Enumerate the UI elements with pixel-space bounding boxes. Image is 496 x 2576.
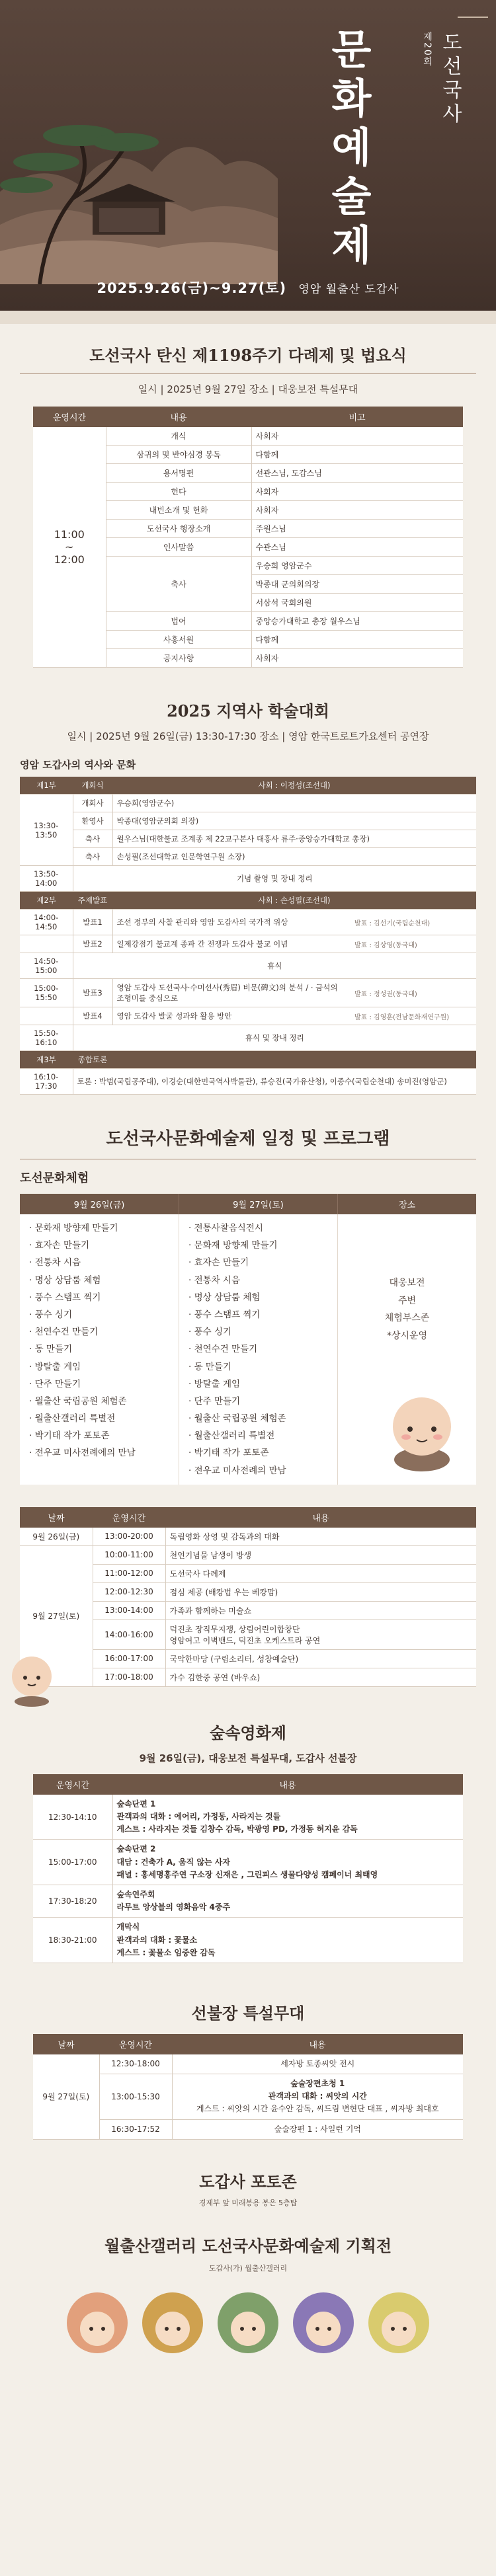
program-name: 숲술장편초청 1 — [290, 2079, 345, 2089]
ceremony-note: 주원스님 — [251, 520, 463, 538]
hero-date: 2025.9.26(금)~9.27(토) — [97, 280, 287, 296]
session-memo: 휴식 및 장내 정리 — [73, 1025, 476, 1051]
col-date: 날짜 — [33, 2034, 99, 2054]
table-row — [20, 935, 476, 953]
program-name: 숲속단편 2 — [116, 1844, 156, 1854]
time-cell: 13:00-15:30 — [99, 2074, 172, 2120]
program-item: · 단주 만들기 — [188, 1393, 328, 1410]
day-program-table — [20, 1507, 476, 1687]
date-cell: 9월 27일(토) — [20, 1545, 93, 1686]
session-presenter: 발표 : 김상영(동국대) — [351, 935, 476, 953]
time-cell: 13:00-14:00 — [93, 1601, 165, 1620]
table-row — [33, 1795, 463, 1840]
experience-table — [20, 1194, 476, 1485]
session-presenter: 발표 : 김영훈(전남문화재연구원) — [351, 1007, 476, 1025]
session-item: 개회사 — [73, 795, 112, 812]
session-time — [20, 935, 73, 953]
program-item: · 동 만들기 — [188, 1358, 328, 1376]
session-time: 15:50-16:10 — [20, 1025, 73, 1051]
part-label: 제2부 — [20, 892, 73, 910]
content-cell — [172, 2054, 463, 2074]
program-detail: 관객과의 대화 : 씨앗의 시간 — [268, 2091, 367, 2101]
time-cell: 16:30-17:52 — [99, 2119, 172, 2139]
program-item: · 월출산갤러리 특별전 — [188, 1427, 328, 1444]
table-row — [33, 1918, 463, 1963]
date-cell: 9월 26일(금) — [20, 1528, 93, 1546]
ceremony-item: 사홍서원 — [106, 631, 251, 649]
landscape-illustration — [0, 99, 278, 284]
session-time: 15:00-15:50 — [20, 979, 73, 1007]
ceremony-note: 수관스님 — [251, 538, 463, 557]
seon-table — [33, 2034, 463, 2140]
seon-title: 선불장 특설무대 — [191, 2003, 305, 2023]
ceremony-info: 일시 | 2025년 9월 27일 장소 | 대웅보전 특설무대 — [138, 383, 358, 395]
session-time — [20, 1007, 73, 1025]
section-header-row — [20, 1051, 476, 1069]
symposium-table — [20, 777, 476, 1095]
program-item: · 월출산 국립공원 체험존 — [29, 1393, 169, 1410]
table-row — [20, 1069, 476, 1095]
time-cell: 10:00-11:00 — [93, 1545, 165, 1564]
session-presenter: 발표 : 정성권(동국대) — [351, 979, 476, 1007]
program-name: 세자방 토종씨앗 전시 — [280, 2058, 355, 2068]
program-item: · 명상 상담룸 체험 — [188, 1289, 328, 1306]
seon-stage-section — [0, 1963, 496, 2140]
ceremony-note: 박종대 군의회의장 — [251, 575, 463, 594]
ceremony-item: 헌다 — [106, 483, 251, 501]
session-content: 박종대(영암군의회 의장) — [112, 812, 476, 830]
session-memo: 휴식 — [73, 953, 476, 979]
session-content: 일제강점기 불교계 종파 간 전쟁과 도갑사 불교 이념 — [112, 935, 351, 953]
discussion-text: 토론 : 박범(국립공주대), 이경순(대한민국역사박물관), 류승진(국가유산청), 이종수(국립순천대) 송미진(영암군) — [73, 1069, 476, 1095]
ceremony-item: 용서명편 — [106, 464, 251, 483]
ceremony-note: 사회자 — [251, 483, 463, 501]
ceremony-item: 내빈소개 및 헌화 — [106, 501, 251, 520]
program-item: · 풍수 스탬프 찍기 — [188, 1306, 328, 1323]
program-item: · 전우교 미사전례에의 만남 — [29, 1444, 169, 1462]
program-item: · 전통차 시음 — [188, 1272, 328, 1289]
time-cell: 14:00-16:00 — [93, 1620, 165, 1649]
forest-title: 숲속영화제 — [210, 1723, 286, 1742]
day2-program-list — [179, 1214, 337, 1485]
content-cell: 독립영화 상영 및 감독과의 대화 — [165, 1528, 476, 1546]
forest-film-section — [0, 1687, 496, 1963]
session-item: 발표1 — [73, 910, 112, 935]
ceremony-item: 인사말씀 — [106, 538, 251, 557]
time-cell: 13:00-20:00 — [93, 1528, 165, 1546]
time-cell: 15:00-17:00 — [33, 1840, 112, 1885]
content-cell — [112, 1885, 463, 1917]
ceremony-note: 다함께 — [251, 446, 463, 464]
table-row — [20, 953, 476, 979]
ceremony-table — [33, 407, 463, 668]
table-row — [20, 1545, 476, 1564]
mascot-2-illustration — [140, 2286, 205, 2359]
program-item: · 문화재 방향제 만들기 — [29, 1220, 169, 1237]
ceremony-note: 선관스님, 도갑스님 — [251, 464, 463, 483]
program-item: · 명상 상담룸 체험 — [29, 1272, 169, 1289]
photo-sub: 경제부 앞 미래봉용 봉은 5층탑 — [198, 2198, 298, 2207]
ceremony-note: 우승희 영암군수 — [251, 557, 463, 575]
program-item: · 천연수건 만들기 — [188, 1341, 328, 1358]
program-item: · 방탈출 게임 — [29, 1358, 169, 1376]
time-cell: 18:30-21:00 — [33, 1918, 112, 1963]
content-cell: 가족과 함께하는 미술쇼 — [165, 1601, 476, 1620]
location-text: *상시운영 — [386, 1331, 428, 1341]
program-item: · 전우교 미사전례의 만남 — [188, 1462, 328, 1479]
divider — [20, 373, 476, 374]
session-item: 발표2 — [73, 935, 112, 953]
time-cell: 17:30-18:20 — [33, 1885, 112, 1917]
program-item: · 박기태 작가 포토존 — [29, 1427, 169, 1444]
forest-table — [33, 1774, 463, 1963]
program-item: · 전통사찰음식전시 — [188, 1220, 328, 1237]
program-guest: 게스트 : 꽃물소 임중완 감독 — [116, 1947, 216, 1957]
ceremony-section — [0, 324, 496, 668]
content-cell — [112, 1918, 463, 1963]
mascot-5-illustration — [366, 2286, 431, 2359]
col-time: 운영시간 — [33, 1774, 112, 1795]
col-time: 운영시간 — [99, 2034, 172, 2054]
photo-section — [0, 2140, 496, 2359]
location-text: 체험부스존 — [384, 1313, 430, 1324]
ceremony-note: 다함께 — [251, 631, 463, 649]
table-row — [20, 910, 476, 935]
ceremony-note: 사회자 — [251, 501, 463, 520]
content-cell: 가수 김한중 공연 (바우쇼) — [165, 1668, 476, 1686]
part-role: 개회식 — [73, 777, 112, 795]
hero-edition: 제20회 — [422, 32, 433, 67]
program-item: · 풍수 스탬프 찍기 — [29, 1289, 169, 1306]
col-location: 장소 — [337, 1194, 476, 1214]
ceremony-note: 서삼석 국회의원 — [251, 594, 463, 612]
col-content: 내용 — [112, 1774, 463, 1795]
program-item: · 문화재 방향제 만들기 — [188, 1237, 328, 1254]
table-row — [20, 1025, 476, 1051]
time-cell: 12:30-14:10 — [33, 1795, 112, 1840]
session-content: 조선 정부의 사찰 관리와 영암 도갑사의 국가적 위상 — [112, 910, 351, 935]
table-row — [33, 2054, 463, 2074]
ceremony-note: 사회자 — [251, 649, 463, 668]
program-item: · 박기태 작가 포토존 — [188, 1444, 328, 1462]
ceremony-note: 중앙승가대학교 총장 월우스님 — [251, 612, 463, 631]
col-time: 운영시간 — [93, 1507, 165, 1528]
col-day1: 9월 26일(금) — [20, 1194, 179, 1214]
table-row — [33, 1840, 463, 1885]
session-time: 13:30-13:50 — [20, 795, 73, 866]
program-item: · 천연수건 만들기 — [29, 1323, 169, 1341]
program-item: · 단주 만들기 — [29, 1376, 169, 1393]
col-note: 비고 — [251, 407, 463, 427]
session-item: 축사 — [73, 830, 112, 848]
program-item: · 효자손 만들기 — [188, 1254, 328, 1271]
forest-info: 9월 26일(금), 대웅보전 특설무대, 도갑사 선불장 — [139, 1752, 357, 1764]
program-name: 개막식 — [116, 1922, 140, 1932]
location-text: 대웅보전 — [389, 1278, 425, 1289]
gallery-sub: 도갑사(가) 월출산갤러리 — [208, 2263, 288, 2273]
col-content: 내용 — [172, 2034, 463, 2054]
table-row — [33, 427, 463, 446]
part-role: 종합토론 — [73, 1051, 112, 1069]
hero-subtitle: 도선국사 — [438, 32, 462, 127]
session-content: 우승희(영암군수) — [112, 795, 476, 812]
hero-title: 문화예술제 — [324, 28, 372, 272]
col-time: 운영시간 — [33, 407, 106, 427]
table-row — [33, 1885, 463, 1917]
ceremony-item: 도선국사 행장소개 — [106, 520, 251, 538]
time-cell: 12:00-12:30 — [93, 1582, 165, 1601]
symposium-subtitle: 영암 도갑사의 역사와 문화 — [20, 759, 136, 771]
mascot-row — [0, 2286, 496, 2359]
part-moderator: 사회 : 이정성(조선대) — [112, 777, 476, 795]
time-cell: 11:00-12:00 — [93, 1564, 165, 1582]
program-guest: 게스트 : 사라지는 것들 김창수 감독, 박광영 PD, 가정동 허지윤 감독 — [116, 1824, 358, 1834]
content-cell — [112, 1840, 463, 1885]
logo-mark — [458, 13, 488, 21]
ceremony-item: 삼귀의 및 반야심경 봉독 — [106, 446, 251, 464]
table-row — [20, 866, 476, 892]
table-row — [20, 795, 476, 812]
program-detail: 관객과의 대화 : 꽃물소 — [116, 1935, 198, 1945]
session-content: 손성필(조선대학교 인문학연구원 소장) — [112, 848, 476, 866]
content-cell: 국악한마당 (구림소리터, 성창예술단) — [165, 1649, 476, 1668]
session-item: 발표4 — [73, 1007, 112, 1025]
table-row — [20, 1007, 476, 1025]
session-content: 영암 도갑사 도선국사·수미선사(秀眉) 비문(碑文)의 분석 / · 금석의 조형미를 중심으로 — [112, 979, 351, 1007]
day1-program-list — [20, 1214, 179, 1485]
time-cell: 12:30-18:00 — [99, 2054, 172, 2074]
session-time: 14:00-14:50 — [20, 910, 73, 935]
col-content: 내용 — [165, 1507, 476, 1528]
content-cell — [172, 2119, 463, 2139]
program-item: · 풍수 싱기 — [188, 1323, 328, 1341]
ceremony-item: 법어 — [106, 612, 251, 631]
session-item: 축사 — [73, 848, 112, 866]
program-item: · 전통차 시음 — [29, 1254, 169, 1271]
monk-mascot-illustration — [382, 1386, 462, 1471]
col-content: 내용 — [106, 407, 251, 427]
content-cell: 점심 제공 (배캉법 우는 베캉맘) — [165, 1582, 476, 1601]
time-cell: 17:00-18:00 — [93, 1668, 165, 1686]
content-cell: 천연기념물 남생이 방생 — [165, 1545, 476, 1564]
program-item: · 월출산 국립공원 체험존 — [188, 1410, 328, 1427]
program-item: · 방탈출 게임 — [188, 1376, 328, 1393]
mascot-3-illustration — [216, 2286, 280, 2359]
table-row — [20, 979, 476, 1007]
content-cell: 덕진초 장직무지쟁, 상림어린이합창단 영암여고 이벽밴드, 덕진초 오케스트라 공연 — [165, 1620, 476, 1649]
session-item: 환영사 — [73, 812, 112, 830]
table-row — [20, 830, 476, 848]
content-cell — [172, 2074, 463, 2120]
session-memo: 기념 촬영 및 장내 정리 — [73, 866, 476, 892]
schedule-title: 도선국사문화예술제 일정 및 프로그램 — [106, 1129, 390, 1149]
photo-title: 도갑사 포토존 — [199, 2171, 297, 2191]
ceremony-note: 사회자 — [251, 427, 463, 446]
part-label: 제1부 — [20, 777, 73, 795]
time-cell: 16:00-17:00 — [93, 1649, 165, 1668]
gallery-title: 월출산갤러리 도선국사문화예술제 기획전 — [104, 2236, 392, 2255]
symposium-info: 일시 | 2025년 9월 26일(금) 13:30-17:30 장소 | 영암 한국트로트가요센터 공연장 — [67, 730, 429, 742]
session-time: 16:10-17:30 — [20, 1069, 73, 1095]
schedule-section — [0, 1095, 496, 1687]
table-row — [20, 1528, 476, 1546]
ceremony-item: 공지사항 — [106, 649, 251, 668]
part-role: 주제발표 — [73, 892, 112, 910]
program-detail: 대담 : 건축가 A, 움직 않는 사자 — [116, 1857, 230, 1867]
session-time: 14:50-15:00 — [20, 953, 73, 979]
ceremony-item: 축사 — [106, 557, 251, 612]
ceremony-title: 도선국사 탄신 제1198주기 다례제 및 법요식 — [89, 346, 407, 365]
program-item: · 풍수 싱기 — [29, 1306, 169, 1323]
table-row — [20, 812, 476, 830]
col-date: 날짜 — [20, 1507, 93, 1528]
program-guest: 게스트 : 씨앗의 시간 윤수안 감독, 씨드림 변현단 대표 , 씨자방 최대호 — [196, 2104, 439, 2114]
mascot-1-illustration — [65, 2286, 130, 2359]
content-cell: 도선국사 다례제 — [165, 1564, 476, 1582]
hero-banner — [0, 0, 496, 324]
program-name: 숲술장편 1 : 사일런 기억 — [274, 2124, 361, 2134]
part-spacer — [112, 1051, 476, 1069]
part-moderator: 사회 : 손성필(조선대) — [112, 892, 476, 910]
program-item: · 월출산갤러리 특별전 — [29, 1410, 169, 1427]
session-presenter: 발표 : 김선기(국립순천대) — [351, 910, 476, 935]
section-header-row — [20, 777, 476, 795]
program-detail: 라무트 앙상블의 영화음악 4중주 — [116, 1902, 231, 1912]
program-item: · 효자손 만들기 — [29, 1237, 169, 1254]
ceremony-item: 개식 — [106, 427, 251, 446]
program-name: 숲속단편 1 — [116, 1799, 156, 1809]
table-row — [20, 848, 476, 866]
hero-venue: 영암 월출산 도갑사 — [298, 283, 399, 296]
part-label: 제3부 — [20, 1051, 73, 1069]
section-header-row — [20, 892, 476, 910]
program-name: 숲속연주회 — [116, 1889, 155, 1899]
ceremony-time: 11:00 ~ 12:00 — [33, 427, 106, 668]
program-item: · 동 만들기 — [29, 1341, 169, 1358]
session-item: 발표3 — [73, 979, 112, 1007]
program-detail: 관객과의 대화 : 에어리, 가정동, 사라지는 것들 — [116, 1812, 281, 1821]
col-day2: 9월 27일(토) — [179, 1194, 337, 1214]
date-cell: 9월 27일(토) — [33, 2054, 99, 2139]
session-time: 13:50-14:00 — [20, 866, 73, 892]
mascot-4-illustration — [291, 2286, 356, 2359]
experience-title: 도선문화체험 — [20, 1171, 89, 1185]
hero-date-line — [0, 278, 496, 297]
symposium-title: 2025 지역사 학술대회 — [167, 701, 329, 721]
symposium-section — [0, 668, 496, 1095]
program-guest: 패널 : 홍세명홍주연 구소장 신재은 , 그린피스 생물다양성 캠페이너 최태영 — [116, 1869, 378, 1879]
session-content: 월우스님(대한불교 조계종 제 22교구본사 대흥사 류주·중앙승가대학교 총장) — [112, 830, 476, 848]
session-content: 영암 도갑사 발굴 성과와 활용 방안 — [112, 1007, 351, 1025]
location-text: 주변 — [397, 1295, 417, 1306]
content-cell — [112, 1795, 463, 1840]
